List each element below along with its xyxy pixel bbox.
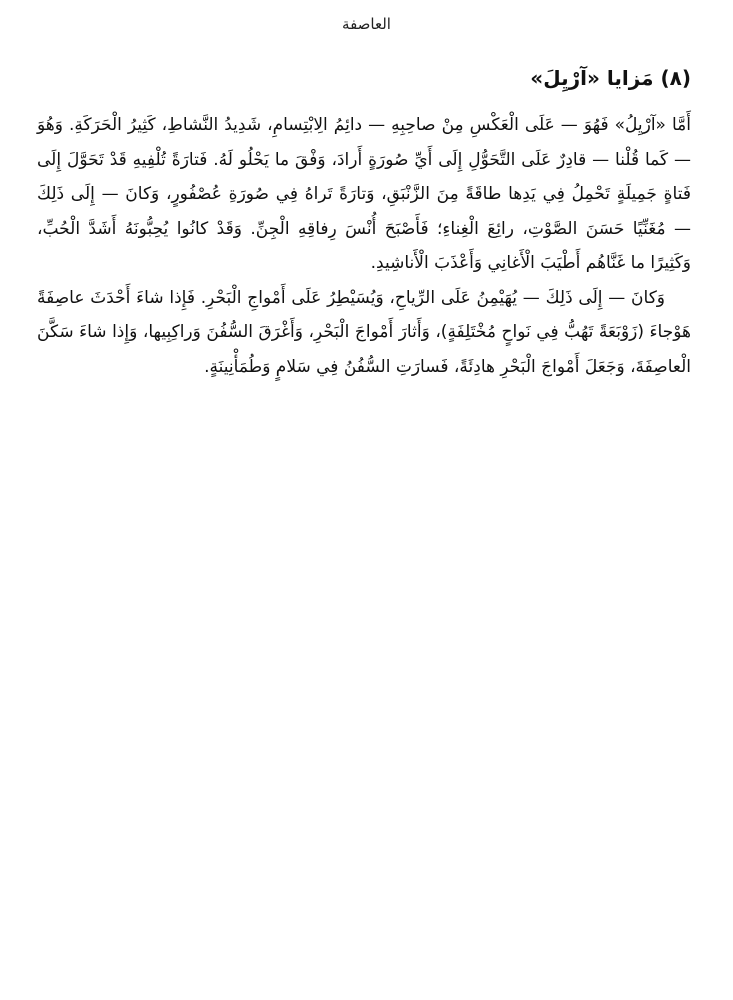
paragraph: أَمَّا «آرْيِلُ» فَهُوَ — عَلَى الْعَكْسِ مِنْ صاحِبِهِ — دائِمُ الِابْتِسامِ، شَدِيدُ النَّشاطِ، كَثِيرُ الْحَرَكَةِ. وَهُوَ — كَما قُلْنا — قادِرٌ عَلَى التَّحَوُّلِ إِلَى أَيِّ صُورَةٍ أَرادَ، وَفْقَ ما يَحْلُو لَهُ. فَتارَةً تُلْفِيهِ قَدْ تَحَوَّلَ إِلَى فَتاةٍ جَمِيلَةٍ تَحْمِلُ فِي يَدِها طاقَةً مِنَ الزَّنْبَقِ، وَتارَةً تَراهُ فِي صُورَةِ عُصْفُورٍ، وَكانَ — إِلَى ذَلِكَ — مُغَنِّيًا حَسَنَ الصَّوْتِ، رائِعَ الْغِناءِ؛ فَأَصْبَحَ أُنْسَ رِفاقِهِ الْجِنِّ. وَقَدْ كانُوا يُحِبُّونَهُ أَشَدَّ الْحُبِّ، وَكَثِيرًا ما غَنَّاهُم أَطْيَبَ الْأَغانِي وَأَعْذَبَ الْأَناشِيدِ. (37, 115, 691, 273)
running-header: العاصفة (342, 15, 391, 33)
section-title: (٨) مَزايا «آرْيِلَ» (530, 66, 691, 90)
paragraph: وَكانَ — إِلَى ذَلِكَ — يُهَيْمِنُ عَلَى الرِّياحِ، وَيُسَيْطِرُ عَلَى أَمْواجِ الْبَحْرِ. فَإِذا شاءَ أَحْدَثَ عاصِفَةً هَوْجاءَ (زَوْبَعَةً تَهُبُّ فِي نَواحٍ مُخْتَلِفَةٍ)، وَأَثارَ أَمْواجَ الْبَحْرِ، وَأَغْرَقَ السُّفُنَ وَراكِبِيها، وَإِذا شاءَ سَكَّنَ الْعاصِفَةَ، وَجَعَلَ أَمْواجَ الْبَحْرِ هادِئَةً، فَسارَتِ السُّفُنُ فِي سَلامٍ وَطُمَأْنِينَةٍ. (37, 287, 691, 377)
body-text (37, 108, 691, 384)
